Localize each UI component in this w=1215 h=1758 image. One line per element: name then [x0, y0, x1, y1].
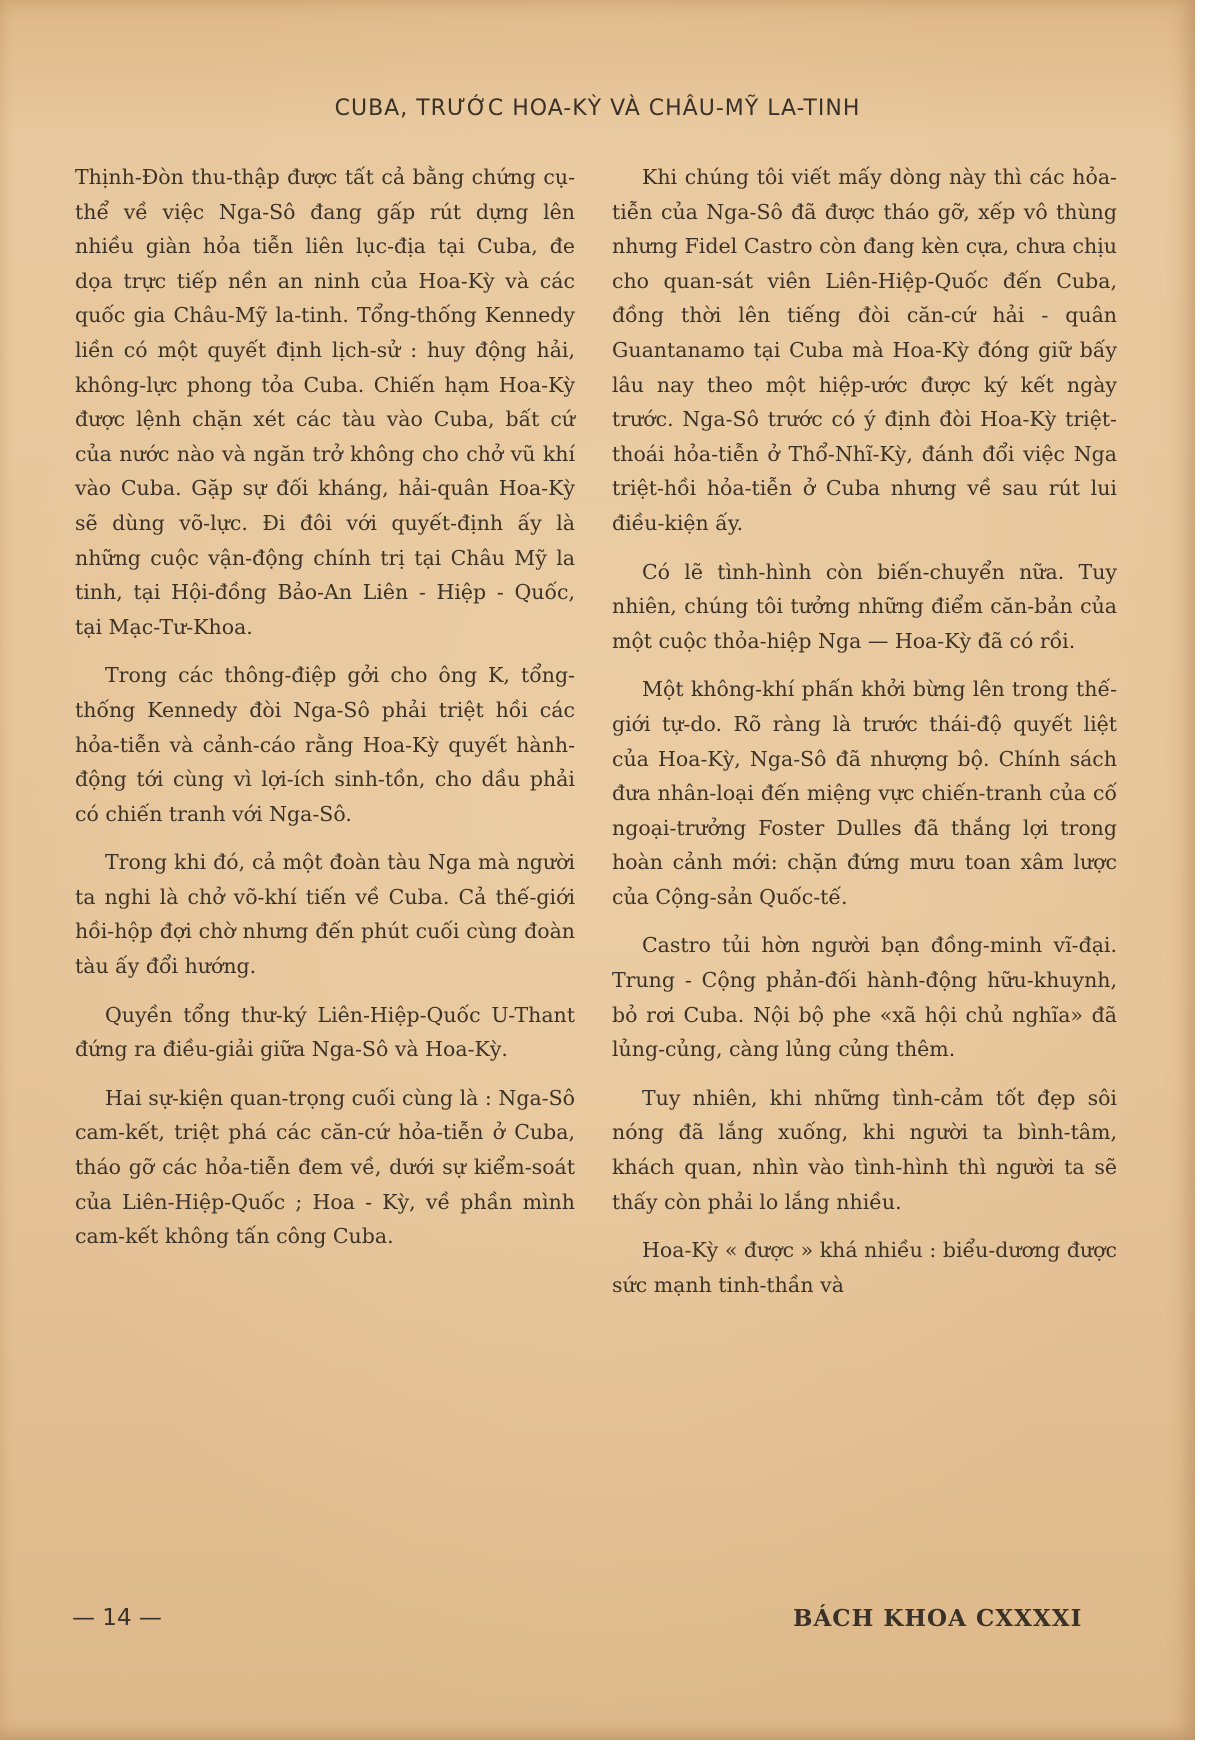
paragraph: Thịnh-Đòn thu-thập được tất cả bằng chứng cụ-thể về việc Nga-Sô đang gấp rút dựng lên nhiều giàn hỏa tiễn liên lục-địa tại Cuba, đe dọa trực tiếp nền an ninh của Hoa-Kỳ và các quốc gia Châu-Mỹ la-tinh. Tổng-thống Kennedy liền có một quyết định lịch-sử : huy động hải, không-lực phong tỏa Cuba. Chiến hạm Hoa-Kỳ được lệnh chặn xét các tàu vào Cuba, bất cứ của nước nào và ngăn trở không cho chở vũ khí vào Cuba. Gặp sự đối kháng, hải-quân Hoa-Kỳ sẽ dùng võ-lực. Đi đôi với quyết-định ấy là những cuộc vận-động chính trị tại Châu Mỹ la tinh, tại Hội-đồng Bảo-An Liên - Hiệp - Quốc, tại Mạc-Tư-Khoa. — [75, 165, 575, 639]
paragraph: Tuy nhiên, khi những tình-cảm tốt đẹp sôi nóng đã lắng xuống, khi người ta bình-tâm, khách quan, nhìn vào tình-hình thì người ta sẽ thấy còn phải lo lắng nhiều. — [612, 1085, 1117, 1214]
left-column — [75, 160, 575, 1268]
scan-margin — [1195, 0, 1215, 1758]
publication-name: BÁCH KHOA CXXXXI — [793, 1605, 1083, 1632]
page-number: — 14 — — [72, 1605, 162, 1631]
running-header: CUBA, TRƯỚC HOA-KỲ VÀ CHÂU-MỸ LA-TINH — [334, 96, 861, 121]
paragraph: Một không-khí phấn khởi bừng lên trong thế-giới tự-do. Rõ ràng là trước thái-độ quyết liệt của Hoa-Kỳ, Nga-Sô đã nhượng bộ. Chính sách đưa nhân-loại đến miệng vực chiến-tranh của cố ngoại-trưởng Foster Dulles đã thắng lợi trong hoàn cảnh mới: chặn đứng mưu toan xâm lược của Cộng-sản Quốc-tế. — [612, 677, 1117, 909]
paragraph: Có lẽ tình-hình còn biến-chuyển nữa. Tuy nhiên, chúng tôi tưởng những điểm căn-bản của một cuộc thỏa-hiệp Nga — Hoa-Kỳ đã có rồi. — [612, 559, 1117, 653]
paragraph: Trong các thông-điệp gởi cho ông K, tổng-thống Kennedy đòi Nga-Sô phải triệt hồi các hỏa-tiễn và cảnh-cáo rằng Hoa-Kỳ quyết hành-động tới cùng vì lợi-ích sinh-tồn, cho dầu phải có chiến tranh với Nga-Sô. — [75, 663, 575, 826]
paragraph: Hoa-Kỳ « được » khá nhiều : biểu-dương được sức mạnh tinh-thần và — [612, 1238, 1117, 1297]
paragraph: Khi chúng tôi viết mấy dòng này thì các hỏa-tiễn của Nga-Sô đã được tháo gỡ, xếp vô thùng nhưng Fidel Castro còn đang kèn cựa, chưa chịu cho quan-sát viên Liên-Hiệp-Quốc đến Cuba, đồng thời lên tiếng đòi căn-cứ hải - quân Guantanamo tại Cuba mà Hoa-Kỳ đóng giữ bấy lâu nay theo một hiệp-ước được ký kết ngày trước. Nga-Sô trước có ý định đòi Hoa-Kỳ triệt-thoái hỏa-tiễn ở Thổ-Nhĩ-Kỳ, đánh đổi việc Nga triệt-hồi hỏa-tiễn ở Cuba nhưng về sau rút lui điều-kiện ấy. — [612, 165, 1117, 535]
right-column — [612, 160, 1117, 1316]
paragraph: Trong khi đó, cả một đoàn tàu Nga mà người ta nghi là chở võ-khí tiến về Cuba. Cả thế-giới hồi-hộp đợi chờ nhưng đến phút cuối cùng đoàn tàu ấy đổi hướng. — [75, 850, 575, 979]
paragraph: Hai sự-kiện quan-trọng cuối cùng là : Nga-Sô cam-kết, triệt phá các căn-cứ hỏa-tiễn ở Cuba, tháo gỡ các hỏa-tiễn đem về, dưới sự kiểm-soát của Liên-Hiệp-Quốc ; Hoa - Kỳ, về phần mình cam-kết không tấn công Cuba. — [75, 1085, 575, 1249]
paragraph: Castro tủi hờn người bạn đồng-minh vĩ-đại. Trung - Cộng phản-đối hành-động hữu-khuynh, bỏ rơi Cuba. Nội bộ phe «xã hội chủ nghĩa» đã lủng-củng, càng lủng củng thêm. — [612, 933, 1117, 1062]
paragraph: Quyền tổng thư-ký Liên-Hiệp-Quốc U-Thant đứng ra điều-giải giữa Nga-Sô và Hoa-Kỳ. — [75, 1002, 575, 1062]
